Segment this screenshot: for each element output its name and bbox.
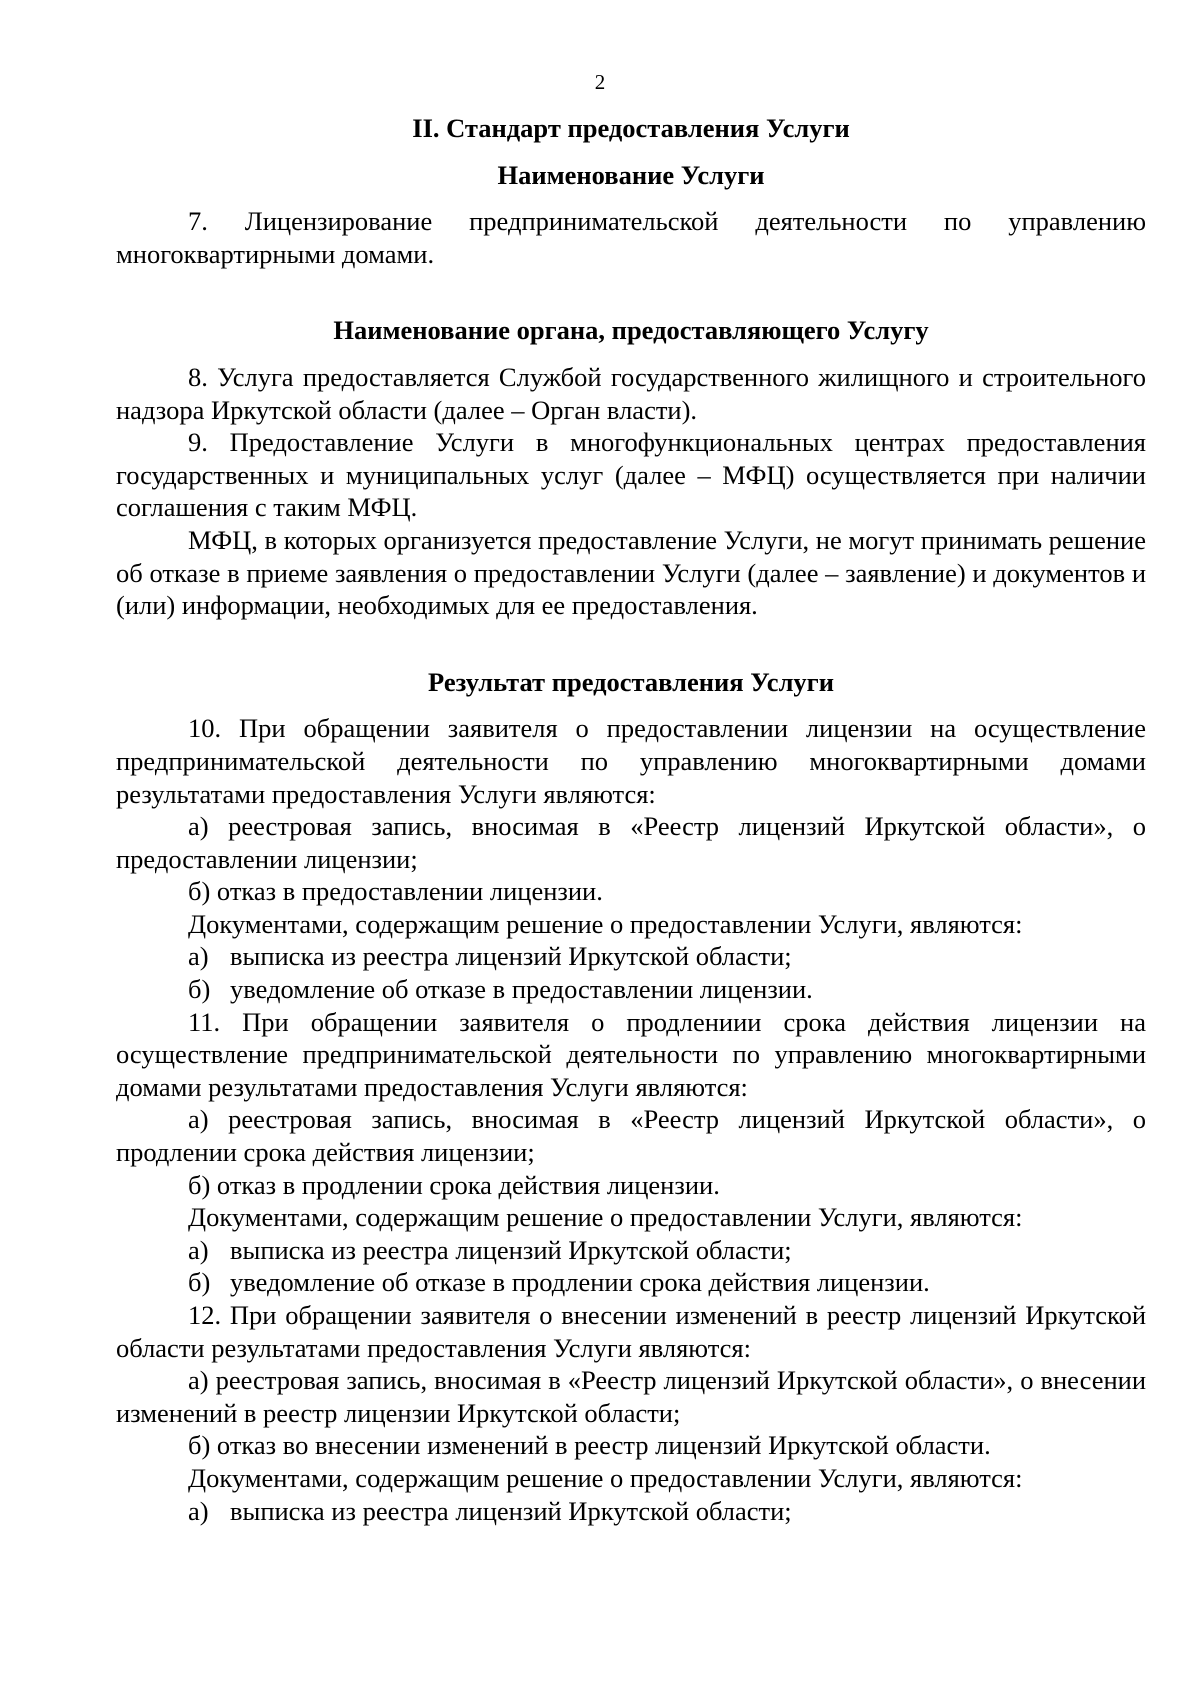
paragraph-10-a: а) реестровая запись, вносимая в «Реестр лицензий Иркутской области», о предоставлении лицензии; <box>116 811 1146 874</box>
paragraph-12: 12. При обращении заявителя о внесении изменений в реестр лицензий Иркутской области результатами предоставления Услуги являются: <box>116 1300 1146 1363</box>
list-item <box>116 1234 1146 1267</box>
paragraph-9: 9. Предоставление Услуги в многофункциональных центрах предоставления государственных и муниципальных услуг (далее – МФЦ) осуществляется при наличии соглашения с таким МФЦ. <box>116 427 1146 523</box>
paragraph-11-docs: Документами, содержащим решение о предоставлении Услуги, являются: <box>188 1202 1023 1233</box>
list-text: выписка из реестра лицензий Иркутской области; <box>230 1495 792 1526</box>
paragraph-8: 8. Услуга предоставляется Службой государственного жилищного и строительного надзора Иркутской области (далее – Орган власти). <box>116 361 1146 425</box>
paragraph-12-a: а) реестровая запись, вносимая в «Реестр лицензий Иркутской области», о внесении изменений в реестр лицензии Иркутской области; <box>116 1365 1146 1428</box>
heading-service-body: Наименование органа, предоставляющего Услугу <box>333 315 929 346</box>
section-title: II. Стандарт предоставления Услуги <box>412 113 850 143</box>
page-number: 2 <box>594 70 606 94</box>
list-marker: б) <box>188 1267 211 1298</box>
paragraph-11: 11. При обращении заявителя о продлениии срока действия лицензии на осуществление предпринимательской деятельности по управлению многоквартирными домами результатами предоставления Услуги являются: <box>116 1006 1146 1102</box>
paragraph-12-b: б) отказ во внесении изменений в реестр лицензий Иркутской области. <box>188 1430 991 1461</box>
list-text: уведомление об отказе в продлении срока действия лицензии. <box>230 1267 930 1298</box>
paragraph-11-a: а) реестровая запись, вносимая в «Реестр лицензий Иркутской области», о продлении срока действия лицензии; <box>116 1104 1146 1168</box>
list-text: выписка из реестра лицензий Иркутской области; <box>230 1234 792 1265</box>
list-marker: б) <box>188 974 211 1005</box>
list-item <box>116 1495 1146 1528</box>
heading-service-result: Результат предоставления Услуги <box>428 666 834 697</box>
paragraph-7: 7. Лицензирование предпринимательской деятельности по управлению многоквартирными домами. <box>116 206 1146 269</box>
paragraph-10: 10. При обращении заявителя о предоставлении лицензии на осуществление предпринимательской деятельности по управлению многоквартирными домами результатами предоставления Услуги являются: <box>116 713 1146 809</box>
list-marker: а) <box>188 1495 209 1526</box>
paragraph-10-b: б) отказ в предоставлении лицензии. <box>188 876 603 907</box>
list-marker: а) <box>188 941 209 972</box>
paragraph-11-b: б) отказ в продлении срока действия лицензии. <box>188 1169 720 1200</box>
list-item <box>116 973 1146 1006</box>
paragraph-12-docs: Документами, содержащим решение о предоставлении Услуги, являются: <box>188 1462 1023 1493</box>
list-item <box>116 1266 1146 1299</box>
document-body <box>116 112 1146 1527</box>
paragraph-10-docs: Документами, содержащим решение о предоставлении Услуги, являются: <box>188 908 1023 939</box>
list-text: выписка из реестра лицензий Иркутской области; <box>230 941 792 972</box>
list-item <box>116 940 1146 973</box>
paragraph-mfc: МФЦ, в которых организуется предоставление Услуги, не могут принимать решение об отказе в приеме заявления о предоставлении Услуги (далее – заявление) и документов и (или) информации, необходимых для ее предоставления. <box>116 524 1146 621</box>
list-marker: а) <box>188 1234 209 1265</box>
list-text: уведомление об отказе в предоставлении лицензии. <box>230 974 813 1005</box>
heading-service-name: Наименование Услуги <box>497 159 765 190</box>
